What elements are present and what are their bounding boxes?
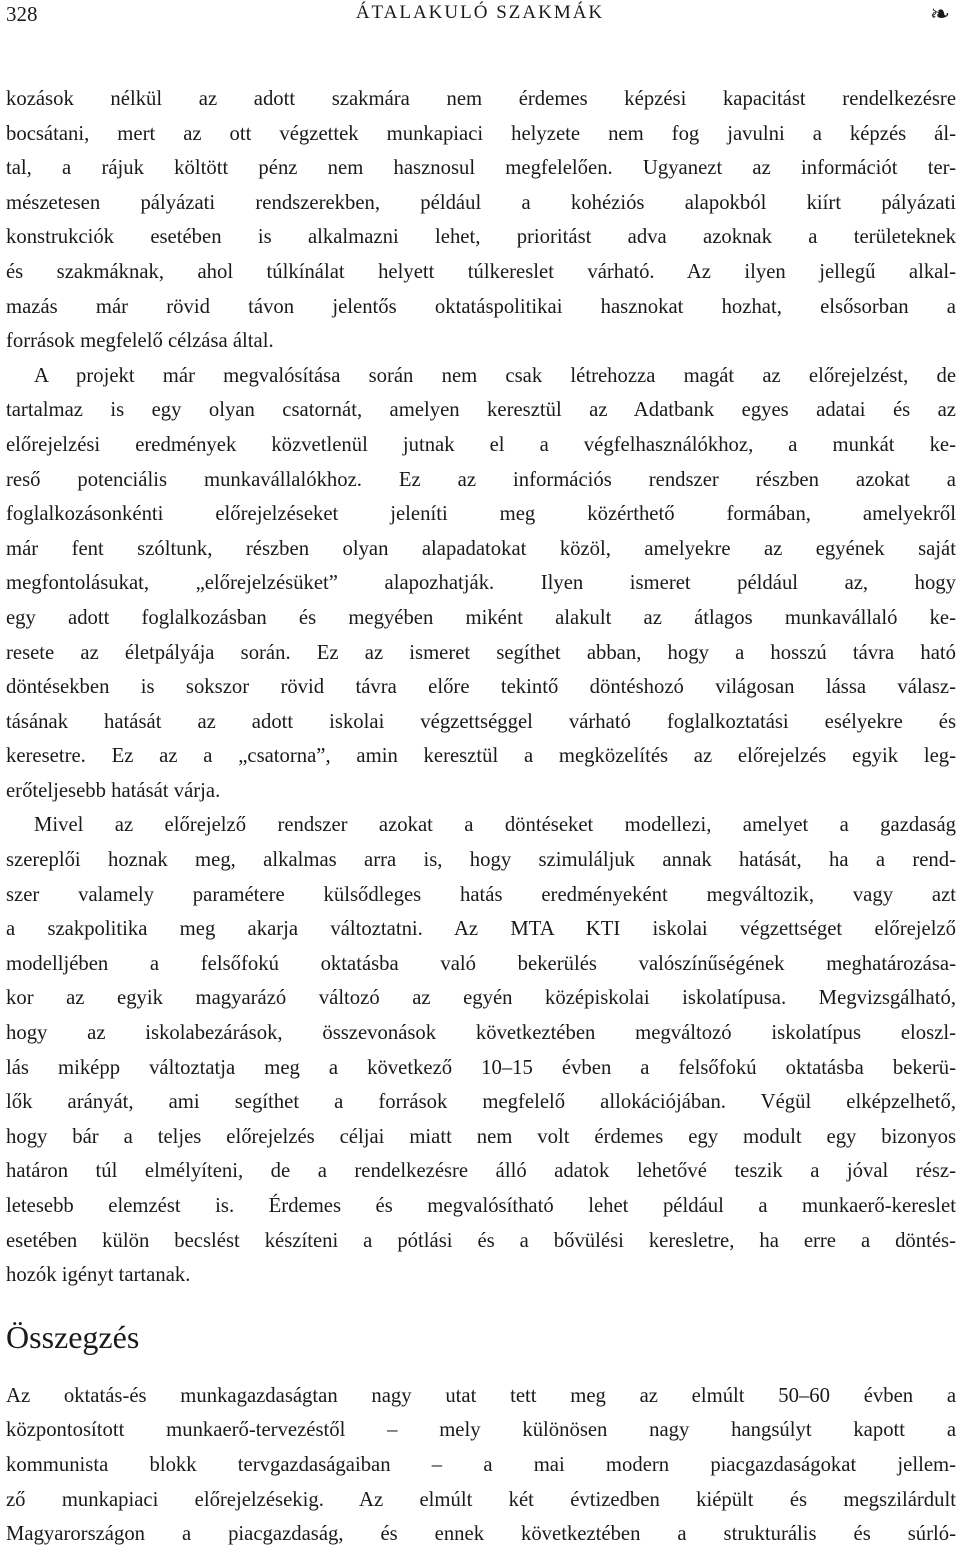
text-line: lők arányát, ami segíthet a források megfelelő allokációjában. Végül elképzelhető,	[6, 1091, 956, 1114]
text-line: bocsátani, mert az ott végzettek munkapiaci helyzete nem fog javulni a képzés ál-	[6, 122, 956, 145]
paragraph-2	[6, 359, 956, 809]
text-line: reső potenciális munkavállalókhoz. Ez az információs rendszer részben azokat a	[6, 468, 956, 491]
text-line: keresetre. Ez az a „csatorna”, amin keresztül a megközelítés az előrejelzés egyik leg-	[6, 745, 956, 768]
text-line: és szakmáknak, ahol túlkínálat helyett túlkereslet várható. Az ilyen jellegű alkal-	[6, 260, 956, 283]
text-line: szereplői hoznak meg, alkalmas arra is, hogy szimuláljuk annak hatását, ha a rend-	[6, 849, 956, 872]
text-line: A projekt már megvalósítása során nem csak létrehozza magát az előrejelzést, de	[34, 364, 956, 387]
text-line: mészetesen pályázati rendszerekben, például a kohéziós alapokból kiírt pályázati	[6, 191, 956, 214]
text-line: kommunista blokk tervgazdaságaiban – a mai modern piacgazdaságokat jellem-	[6, 1453, 956, 1476]
text-line: Az oktatás-és munkagazdaságtan nagy utat tett meg az elmúlt 50–60 évben a	[6, 1384, 956, 1407]
text-line: mazás már rövid távon jelentős oktatáspolitikai hasznokat hozhat, elsősorban a	[6, 295, 956, 318]
text-line: a szakpolitika meg akarja változtatni. Az MTA KTI iskolai végzettséget előrejelző	[6, 918, 956, 941]
text-line: tal, a rájuk költött pénz nem hasznosul megfelelően. Ugyanezt az információt ter-	[6, 157, 956, 180]
text-line: központosított munkaerő-tervezéstől – mely különösen nagy hangsúlyt kapott a	[6, 1419, 956, 1442]
text-line: tartalmaz is egy olyan csatornát, amelyen keresztül az Adatbank egyes adatai és az	[6, 399, 956, 422]
text-line: erőteljesebb hatását várja.	[6, 779, 221, 802]
paragraph-3	[6, 808, 956, 1292]
fleuron-icon: ❧	[929, 0, 950, 28]
text-line: megfontolásukat, „előrejelzésüket” alapozhatják. Ilyen ismeret például az, hogy	[6, 572, 956, 595]
text-line: előrejelzési eredmények közvetlenül jutnak el a végfelhasználókhoz, a munkát ke-	[6, 433, 956, 456]
text-line: Mivel az előrejelző rendszer azokat a döntéseket modellezi, amelyet a gazdaság	[34, 814, 956, 837]
text-line: kor az egyik magyarázó változó az egyén középiskolai iskolatípusa. Megvizsgálható,	[6, 987, 956, 1010]
text-line: határon túl elmélyíteni, de a rendelkezésre álló adatok lehetővé teszik a jóval rész-	[6, 1160, 956, 1183]
summary-paragraph	[6, 1379, 956, 1552]
text-line: hogy az iskolabezárások, összevonások következtében megváltozó iskolatípus eloszl-	[6, 1022, 956, 1045]
paragraph-1	[6, 82, 956, 359]
text-line: konstrukciók esetében is alkalmazni lehet, prioritást adva azoknak a területeknek	[6, 226, 956, 249]
text-line: tásának hatását az adott iskolai végzettséggel várható foglalkoztatási esélyekre és	[6, 710, 956, 733]
text-line: hozók igényt tartanak.	[6, 1264, 191, 1287]
text-line: döntésekben is sokszor rövid távra előre tekintő döntéshozó világosan lássa válasz-	[6, 676, 956, 699]
text-line: resete az életpályája során. Ez az ismeret segíthet abban, hogy a hosszú távra ható	[6, 641, 956, 664]
text-line: források megfelelő célzása által.	[6, 330, 274, 353]
page-header	[0, 0, 960, 30]
section-heading: Összegzés	[6, 1318, 140, 1355]
text-line: lás miképp változtatja meg a következő 10–15 évben a felsőfokú oktatásba bekerü-	[6, 1056, 956, 1079]
text-line: esetében külön becslést készíteni a pótlási és a bővülési keresletre, ha erre a döntés-	[6, 1229, 956, 1252]
text-line: egy adott foglalkozásban és megyében miként alakult az átlagos munkavállaló ke-	[6, 606, 956, 629]
page-number: 328	[6, 2, 38, 26]
running-title: ÁTALAKULÓ SZAKMÁK	[355, 2, 605, 23]
text-line: Magyarországon a piacgazdaság, és ennek következtében a strukturális és súrló-	[6, 1523, 956, 1546]
body-text	[6, 82, 956, 1552]
text-line: szer valamely paramétere külsődleges hatás eredményeként megváltozik, vagy azt	[6, 883, 956, 906]
text-line: ző munkapiaci előrejelzésekig. Az elmúlt két évtizedben kiépült és megszilárdult	[6, 1488, 956, 1511]
text-line: letesebb elemzést is. Érdemes és megvalósítható lehet például a munkaerő-kereslet	[6, 1195, 956, 1217]
text-line: kozások nélkül az adott szakmára nem érdemes képzési kapacitást rendelkezésre	[6, 88, 956, 110]
text-line: modelljében a felsőfokú oktatásba való bekerülés valószínűségének meghatározása-	[6, 952, 956, 975]
text-line: hogy bár a teljes előrejelzés céljai miatt nem volt érdemes egy modult egy bizonyos	[6, 1125, 956, 1148]
text-line: már fent szóltunk, részben olyan alapadatokat közöl, amelyekre az egyének saját	[6, 537, 956, 560]
text-line: foglalkozásonkénti előrejelzéseket jeleníti meg közérthető formában, amelyekről	[6, 503, 956, 526]
